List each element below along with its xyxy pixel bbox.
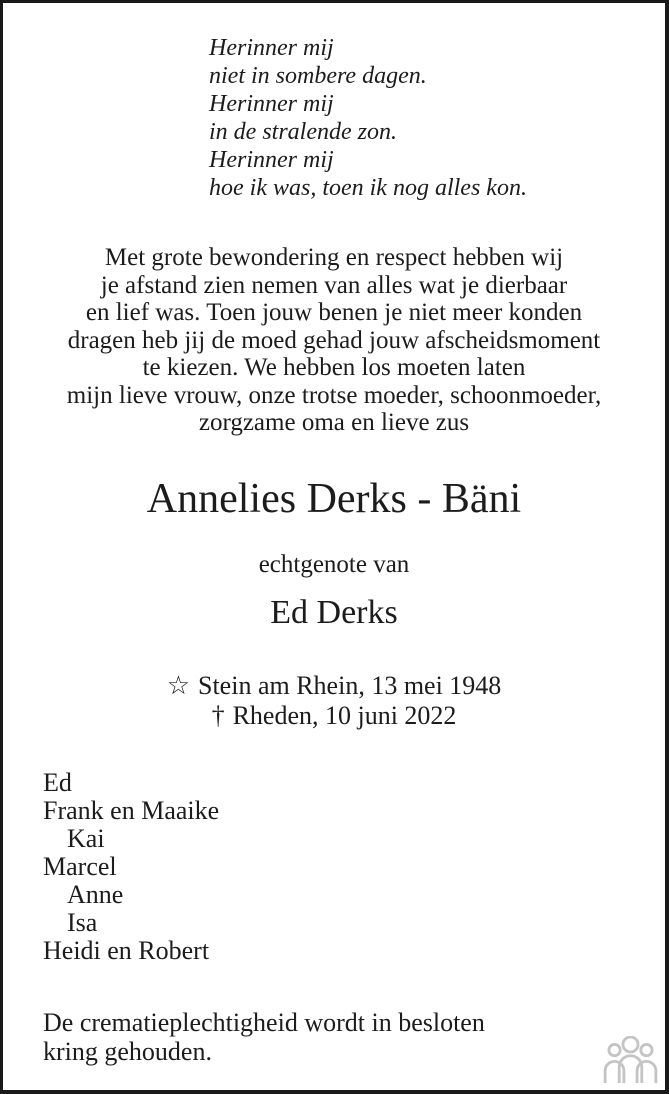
spouse-name: Ed Derks bbox=[270, 594, 398, 631]
family-figures-logo-icon bbox=[603, 1036, 658, 1083]
family-member: Kai bbox=[67, 824, 105, 853]
poem-line: Herinner mij bbox=[209, 35, 334, 61]
family-member: Isa bbox=[67, 908, 98, 937]
family-member: Heidi en Robert bbox=[43, 936, 210, 965]
poem-line: Herinner mij bbox=[209, 91, 334, 117]
deceased-name: Annelies Derks - Bäni bbox=[146, 476, 522, 522]
ceremony-notice-line: kring gehouden. bbox=[43, 1037, 212, 1066]
poem-line: Herinner mij bbox=[209, 147, 334, 173]
tribute-line: Met grote bewondering en respect hebben wij bbox=[104, 244, 564, 271]
tribute-line: dragen heb jij de moed gehad jouw afscheidsmoment bbox=[67, 326, 601, 354]
family-member: Frank en Maaike bbox=[43, 796, 220, 825]
family-member: Ed bbox=[43, 768, 72, 797]
birth-place-date: Stein am Rhein, 13 mei 1948 bbox=[198, 671, 502, 700]
poem-line: niet in sombere dagen. bbox=[209, 63, 427, 89]
poem-line: in de stralende zon. bbox=[209, 119, 397, 145]
birth-line bbox=[3, 671, 665, 701]
poem-line: hoe ik was, toen ik nog alles kon. bbox=[209, 175, 527, 201]
life-dates bbox=[3, 671, 665, 731]
tribute-paragraph bbox=[3, 244, 665, 437]
family-member: Marcel bbox=[43, 852, 117, 881]
ceremony-notice-line: De crematieplechtigheid wordt in besloten bbox=[43, 1008, 485, 1037]
ceremony-notice bbox=[43, 1008, 485, 1066]
tribute-line: je afstand zien nemen van alles wat je dierbaar bbox=[100, 271, 568, 299]
death-place-date: Rheden, 10 juni 2022 bbox=[232, 701, 457, 730]
tribute-line: te kiezen. We hebben los moeten laten bbox=[142, 354, 526, 381]
tribute-line: zorgzame oma en lieve zus bbox=[198, 409, 470, 436]
family-member: Anne bbox=[67, 880, 124, 909]
death-dagger-icon: † bbox=[211, 701, 225, 730]
tribute-line: en lief was. Toen jouw benen je niet meer konden bbox=[85, 299, 583, 326]
death-line bbox=[3, 701, 665, 731]
birth-star-icon: ☆ bbox=[166, 671, 190, 700]
relation-label: echtgenote van bbox=[258, 551, 410, 578]
family-list bbox=[43, 769, 219, 965]
memorial-poem bbox=[209, 34, 527, 202]
tribute-line: mijn lieve vrouw, onze trotse moeder, schoonmoeder, bbox=[66, 381, 602, 409]
